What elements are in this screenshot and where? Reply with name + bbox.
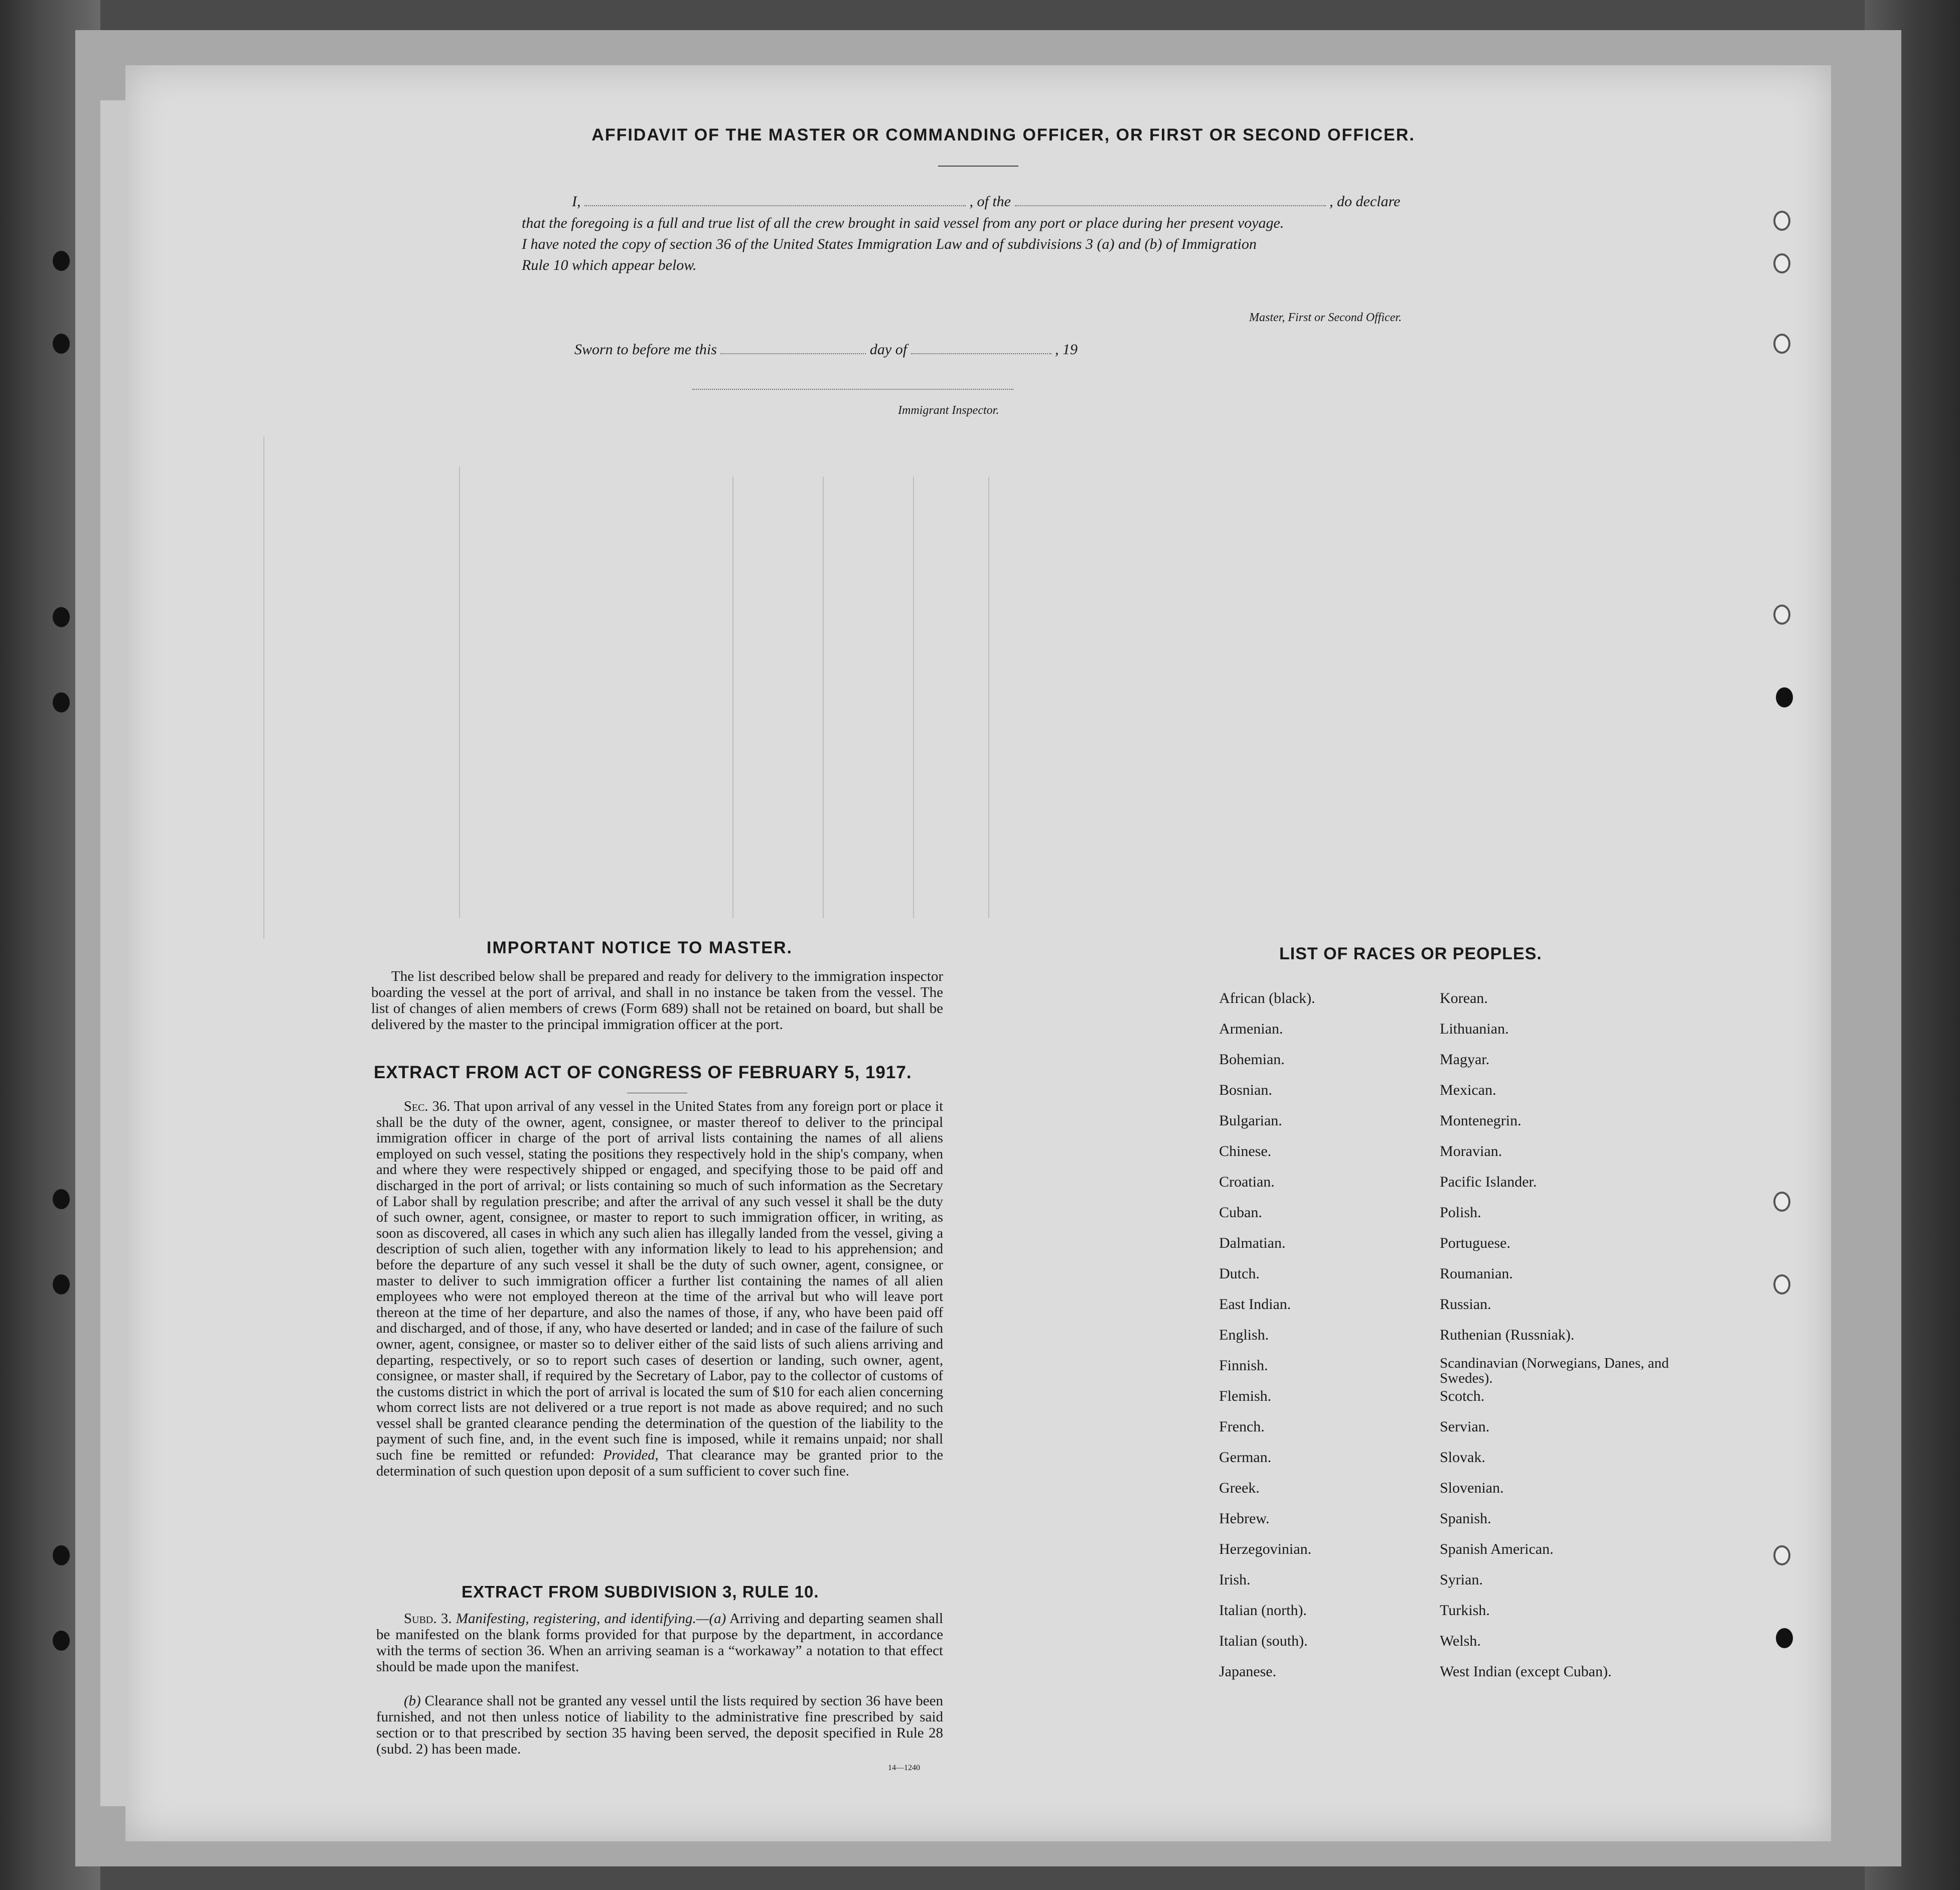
affidavit-line-4: Rule 10 which appear below. [522, 257, 697, 273]
race-item: Russian. [1440, 1296, 1491, 1313]
section-text: That upon arrival of any vessel in the United States from any foreign port or place it shall be the duty of the owner, agent, consignee, or master thereof to deliver to the principal immigration officer in charge of the port of arrival lists containing the names of all aliens employed on such vessel, stating the positions they respectively hold in the ship's company, when and where they were respectively shipped or engaged, and specifying those to be paid off and discharged in the port of arrival; or lists containing so much of such information as the Secretary of Labor shall by regulation prescribe; and after the arrival of any such vessel it shall be the duty of such owner, agent, consignee, or master to report to such immigration officer, in writing, as soon as discovered, all cases in which any such alien has illegally landed from the vessel, giving a description of such alien, together with any information likely to lead to his apprehension; and before the departure of any such vessel it shall be the duty of such owner, agent, consignee, or master to deliver to such immigration officer a further list containing the names of all alien employees who were not employed thereon at the time of the arrival but who will leave port thereon at the time of her departure, and also the names of those, if any, who have been paid off and discharged, and of those, if any, who have deserted or landed; and in case of the failure of such owner, agent, consignee, or master so to deliver either of the said lists of such aliens arriving and departing, respectively, or so to report such cases of desertion or landing, such owner, agent, consignee, or master shall, if required by the Secretary of Labor, pay to the collector of customs of the customs district in which the port of arrival is located the sum of $10 for each alien concerning whom correct lists are not delivered or a true report is not made as above required; and no such vessel shall be granted clearance pending the determination of the question of the liability to the payment of such fine, and, in the event such fine is imposed, while it remains unpaid; nor shall such fine be remitted or refunded: [376, 1099, 943, 1464]
race-item: Welsh. [1440, 1633, 1481, 1649]
race-item: Mexican. [1440, 1082, 1496, 1098]
sworn-year: , 19 [1055, 341, 1078, 358]
races-heading: LIST OF RACES OR PEOPLES. [1279, 944, 1542, 963]
document-page [125, 65, 1831, 1841]
affidavit-declare: , do declare [1329, 193, 1401, 210]
race-item: West Indian (except Cuban). [1440, 1663, 1612, 1680]
race-item: African (black). [1219, 990, 1315, 1006]
section-label: Sec. 36. [404, 1099, 450, 1114]
race-item: Croatian. [1219, 1174, 1275, 1190]
punch-hole-icon [1776, 1628, 1793, 1648]
race-item: Scandinavian (Norwegians, Danes, and Swedes). [1440, 1355, 1669, 1386]
para-b-text: Clearance shall not be granted any vessel until the lists required by section 36 have been furnished, and not then unless notice of liability to the administrative fine prescribed by said section or to that prescribed by section 35 having been served, the deposit specified in Rule 28 (subd. 2) has been made. [376, 1693, 944, 1757]
table-line [988, 477, 989, 918]
race-item: Dalmatian. [1219, 1235, 1286, 1251]
binder-hole-icon [53, 692, 70, 712]
sworn-line [574, 341, 1078, 358]
act-heading: EXTRACT FROM ACT OF CONGRESS OF FEBRUARY 5, 1917. [374, 1063, 912, 1082]
race-item: Turkish. [1440, 1602, 1490, 1619]
race-item: Roumanian. [1440, 1265, 1513, 1282]
para-b-label: (b) [404, 1693, 421, 1709]
proviso-text: That clearance may be granted prior to the determination of such question upon deposit of a sum sufficient to cover such fine. [376, 1447, 943, 1479]
punch-hole-icon [1773, 1192, 1790, 1212]
race-item: Bosnian. [1219, 1082, 1272, 1098]
rule-para-b [376, 1693, 943, 1757]
race-item: Montenegrin. [1440, 1112, 1522, 1129]
heading-rule [938, 166, 1018, 167]
affidavit-heading: AFFIDAVIT OF THE MASTER OR COMMANDING OFFICER, OR FIRST OR SECOND OFFICER. [591, 125, 1415, 144]
binder-hole-icon [53, 1274, 70, 1294]
inspector-label: Immigrant Inspector. [898, 404, 999, 417]
proviso-word: Provided, [603, 1447, 659, 1464]
binder-hole-icon [53, 1189, 70, 1209]
table-line [913, 477, 914, 918]
notice-heading: IMPORTANT NOTICE TO MASTER. [487, 938, 793, 957]
affidavit-of-the: , of the [969, 193, 1011, 210]
affidavit-i: I, [572, 193, 581, 210]
vessel-blank[interactable] [1015, 205, 1326, 206]
table-line [732, 477, 733, 918]
race-item: Spanish. [1440, 1510, 1491, 1527]
race-item: Portuguese. [1440, 1235, 1511, 1251]
race-item: German. [1219, 1449, 1272, 1466]
punch-hole-icon [1773, 253, 1790, 273]
race-item: Armenian. [1219, 1021, 1283, 1037]
affidavit-line-3: I have noted the copy of section 36 of the United States Immigration Law and of subdivisions 3 (a) and (b) of Immigration [522, 236, 1257, 252]
race-item: Slovenian. [1440, 1480, 1504, 1496]
sworn-day: day of [869, 341, 908, 358]
race-item: Syrian. [1440, 1571, 1483, 1588]
rule-para-a [376, 1611, 943, 1675]
day-blank[interactable] [720, 353, 866, 354]
table-line [263, 437, 264, 938]
table-line [459, 467, 460, 918]
race-item: East Indian. [1219, 1296, 1291, 1313]
race-item: Bohemian. [1219, 1051, 1285, 1068]
binder-hole-icon [53, 1631, 70, 1651]
race-item: Hebrew. [1219, 1510, 1270, 1527]
races-right-column [1440, 988, 1671, 1692]
race-item: Chinese. [1219, 1143, 1272, 1159]
sworn-prefix: Sworn to before me this [574, 341, 717, 358]
binder-hole-icon [53, 251, 70, 271]
race-item: Polish. [1440, 1204, 1481, 1221]
notice-body: The list described below shall be prepared and ready for delivery to the immigration inspector boarding the vessel at the port of arrival, and shall in no instance be taken from the vessel. The list of changes of alien members of crews (Form 689) shall not be retained on board, but shall be delivered by the master to the principal immigration officer at the port. [371, 968, 943, 1033]
race-item: Korean. [1440, 990, 1488, 1006]
signature-label: Master, First or Second Officer. [1249, 311, 1402, 324]
race-item: Servian. [1440, 1418, 1490, 1435]
subd-title: Manifesting, registering, and identifying.—(a) [456, 1611, 726, 1627]
binder-hole-icon [53, 1545, 70, 1565]
race-item: Bulgarian. [1219, 1112, 1282, 1129]
affidavit-line-2: that the foregoing is a full and true list of all the crew brought in said vessel from any port or place during her present voyage. [522, 215, 1284, 231]
race-item: Moravian. [1440, 1143, 1502, 1159]
punch-hole-icon [1773, 605, 1790, 625]
punch-hole-icon [1773, 1545, 1790, 1565]
race-item: Herzegovinian. [1219, 1541, 1312, 1557]
race-item: Spanish American. [1440, 1541, 1554, 1557]
race-item: Ruthenian (Russniak). [1440, 1327, 1575, 1343]
race-item: Italian (south). [1219, 1633, 1308, 1649]
binder-hole-icon [53, 334, 70, 354]
race-item: Dutch. [1219, 1265, 1260, 1282]
race-item: Italian (north). [1219, 1602, 1307, 1619]
race-item: French. [1219, 1418, 1265, 1435]
punch-hole-icon [1773, 211, 1790, 231]
name-blank[interactable] [584, 205, 966, 206]
punch-hole-icon [1776, 687, 1793, 707]
race-item: English. [1219, 1327, 1269, 1343]
race-item: Pacific Islander. [1440, 1174, 1537, 1190]
binder-hole-icon [53, 607, 70, 627]
race-item: Irish. [1219, 1571, 1251, 1588]
race-item: Magyar. [1440, 1051, 1490, 1068]
form-number: 14—1240 [888, 1764, 920, 1772]
race-item: Flemish. [1219, 1388, 1272, 1404]
affidavit-line-1 [572, 193, 1600, 210]
race-item: Greek. [1219, 1480, 1260, 1496]
race-item: Slovak. [1440, 1449, 1485, 1466]
race-item: Scotch. [1440, 1388, 1485, 1404]
race-item: Cuban. [1219, 1204, 1262, 1221]
rule-heading: EXTRACT FROM SUBDIVISION 3, RULE 10. [462, 1582, 819, 1601]
race-item: Finnish. [1219, 1357, 1268, 1374]
race-item: Lithuanian. [1440, 1021, 1509, 1037]
punch-hole-icon [1773, 334, 1790, 354]
subd-text: Arriving and departing seamen shall be manifested on the blank forms provided for that purpose by the department, in accordance with the terms of section 36. When an arriving seaman is a “workaway” a notation to that effect should be made upon the manifest. [376, 1611, 943, 1675]
punch-hole-icon [1773, 1274, 1790, 1294]
act-body [376, 1099, 943, 1479]
table-line [823, 477, 824, 918]
races-left-column [1219, 988, 1430, 1692]
subd-label: Subd. 3. [404, 1611, 452, 1627]
race-item: Japanese. [1219, 1663, 1277, 1680]
month-blank[interactable] [911, 353, 1051, 354]
inspector-blank[interactable] [692, 389, 1013, 390]
